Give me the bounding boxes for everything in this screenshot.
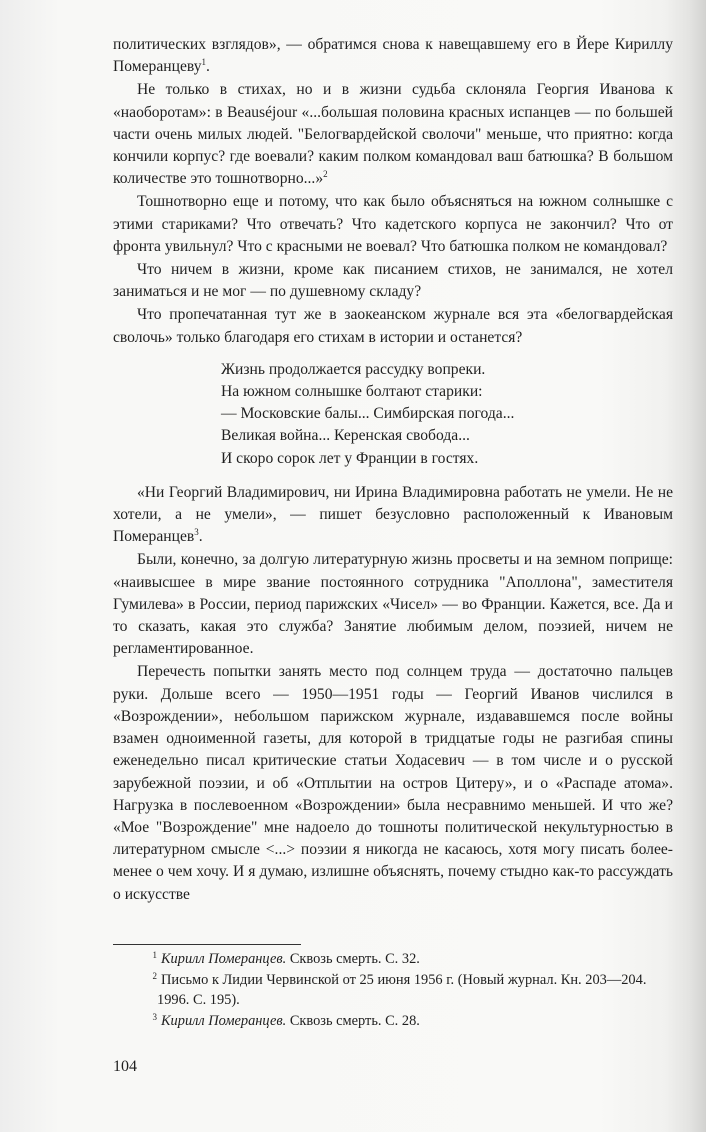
footnote-ref-3: 3 [194, 527, 199, 538]
paragraph-1: политических взглядов», — обратимся снова к навещавшему его в Йере Кириллу Померанцеву$^1$. [113, 36, 673, 76]
main-text [113, 34, 673, 906]
paragraph-4: Что ничем в жизни, кроме как писанием стихов, не занимался, не хотел заниматься и не мог — по душевному складу? [113, 261, 673, 301]
poem-line: На южном солнышке болтают старики: [221, 383, 483, 401]
paragraph-6: «Ни Георгий Владимирович, ни Ирина Владимировна работать не умели. Не не хотели, а не умели», — пишет безусловно расположенный к Ивановым Померанцев$^3$. [113, 483, 673, 546]
paragraph-7: Были, конечно, за долгую литературную жизнь просветы и на земном поприще: «наивысшее в мире звание постоянного сотрудника "Аполлона", заместителя Гумилева» в России, период парижских «Чисел» — во Франции. Кажется, все. Да и то сказать, какая это служба? Занятие любимым делом, поэзией, ничем не регламентированное. [113, 551, 673, 658]
page-number: 104 [113, 1058, 137, 1075]
paragraph-5: Что пропечатанная тут же в заокеанском журнале вся эта «белогвардейская сволочь» только благодаря его стихам в истории и останется? [113, 306, 673, 346]
footnote-3: 3 Кирилл Померанцев. Сквозь смерть. С. 28. [152, 1011, 420, 1029]
paragraph-3: Тошнотворно еще и потому, что как было объясняться на южном солнышке с этими стариками? Что отвечать? Что кадетского корпуса не закончил? Что от фронта увильнул? Что с красными не воевал? Что батюшка полком не командовал? [113, 193, 673, 255]
poem-line: — Московские балы... Симбирская погода... [221, 405, 515, 423]
footnote-2: 2 Письмо к Лидии Червинской от 25 июня 1956 г. (Новый журнал. Кн. 203—204. 1996. С. 195). [152, 970, 647, 1008]
paragraph-8: Перечесть попытки занять место под солнцем труда — достаточно пальцев руки. Дольше всего — 1950—1951 годы — Георгий Иванов числился в «Возрождении», небольшом парижском журнале, издававшемся после войны взамен одноименной газеты, для которой в тридцатые годы не разгибая спины еженедельно писал критические статьи Ходасевич — в том числе и о русской зарубежной поэзии, и об «Отплытии на остров Цитеру», и о «Распаде атома». Нагрузка в послевоенном «Возрождении» была несравнимо меньшей. И что же? «Мое "Возрождение" мне надоело до тошноты политической некультурностью в литературном смысле <...> поэзии я никогда не касаюсь, хотя могу писать более-менее о чем хочу. И я думаю, излишне объяснять, почему стыдно как-то рассуждать о искусстве [113, 663, 673, 903]
footnotes [113, 944, 673, 1031]
poem-line: Великая война... Керенская свобода... [221, 427, 470, 445]
poem-line: И скоро сорок лет у Франции в гостях. [221, 449, 479, 467]
footnote-ref-1: 1 [201, 57, 207, 68]
poem-quote [221, 359, 673, 470]
footnote-divider [113, 944, 301, 945]
paragraph-2: Не только в стихах, но и в жизни судьба склоняла Георгия Иванова к «наоборотам»: в Beauséjour «...большая половина красных испанцев — по большей части очень милых людей. "Белогвардейской сволочи" меньше, что приятно: когда кончили корпус? где воевали? каким полком командовал ваш батюшка? В большом количестве это тошнотворно...»$^2$ [113, 81, 673, 188]
footnote-1: 1 Кирилл Померанцев. Сквозь смерть. С. 32. [152, 950, 420, 967]
poem-line: Жизнь продолжается рассудку вопреки. [221, 360, 486, 378]
footnote-ref-2: 2 [323, 169, 328, 180]
